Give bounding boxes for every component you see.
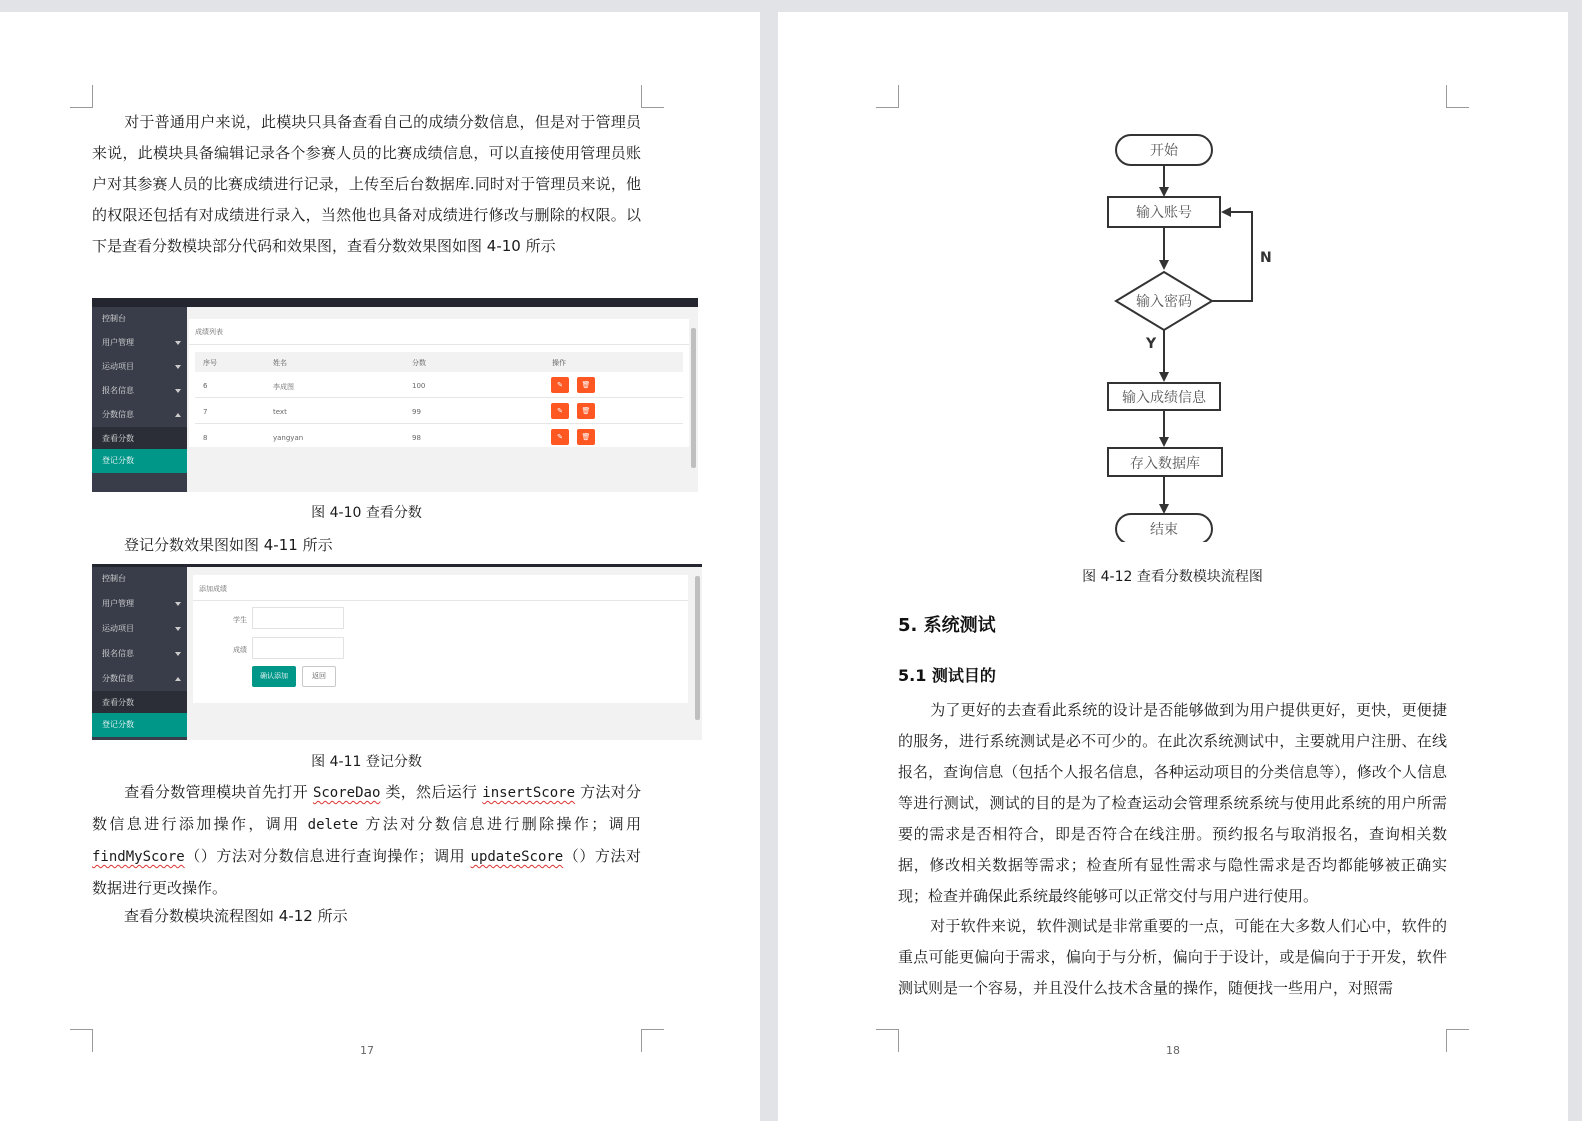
chevron-down-icon [175, 602, 181, 606]
paragraph-software-test: 对于软件来说，软件测试是非常重要的一点，可能在大多数人们心中，软件的重点可能更偏向于需求，偏向于与分析，偏向于于设计，或是偏向于于开发，软件测试则是一个容易，并且没什么技术含量的操作，随便找一些用户，对照需 [898, 917, 1447, 997]
cell-id: 7 [203, 408, 208, 416]
sidebar-item-label: 运动项目 [102, 362, 134, 371]
sidebar-item-record-scores[interactable]: 登记分数 [92, 449, 187, 473]
divider [195, 423, 683, 424]
page-17 [0, 12, 760, 1121]
no-label: N [1260, 250, 1272, 266]
app-sidebar [92, 567, 187, 740]
paragraph-score-dao: 查看分数管理模块首先打开 ScoreDao 类，然后运行 insertScore 方法对分数信息进行添加操作，调用 delete 方法对分数信息进行删除操作；调用 findMyScore（）方法对分数信息进行查询操作；调用 updateScore（）方法对数据进行更改操作。 [92, 783, 641, 897]
add-score-panel [193, 575, 688, 703]
sidebar-item-label: 运动项目 [102, 624, 134, 633]
corner-mark [641, 85, 664, 108]
sidebar-item-view-scores[interactable]: 查看分数 [92, 691, 187, 715]
cell-score: 98 [412, 434, 421, 442]
figure-caption-4-11: 图 4-11 登记分数 [311, 754, 422, 770]
cell-id: 8 [203, 434, 208, 442]
section-heading-system-test: 5. 系统测试 [898, 615, 996, 636]
chevron-down-icon [175, 627, 181, 631]
page-number: 18 [1166, 1044, 1180, 1057]
sidebar-item-events[interactable] [92, 355, 187, 379]
corner-mark [70, 1029, 93, 1052]
yes-label: Y [1146, 336, 1157, 352]
edit-button[interactable] [551, 403, 569, 419]
sidebar-item-registrations[interactable] [92, 642, 187, 666]
figure-caption-4-12: 图 4-12 查看分数模块流程图 [1082, 569, 1263, 585]
corner-mark [1446, 85, 1469, 108]
table-header [195, 352, 683, 372]
pencil-icon: ✎ [557, 407, 563, 415]
figure-caption-4-10: 图 4-10 查看分数 [311, 505, 422, 521]
register-score-screenshot [92, 564, 702, 740]
save-db-label: 存入数据库 [1130, 456, 1200, 472]
cell-score: 100 [412, 382, 426, 390]
student-input[interactable] [252, 607, 344, 629]
panel-title: 成绩列表 [195, 328, 223, 336]
pencil-icon: ✎ [557, 433, 563, 441]
sidebar-item-label: 用户管理 [102, 338, 134, 347]
divider [195, 397, 683, 398]
corner-mark [641, 1029, 664, 1052]
paragraph-register-intro: 登记分数效果图如图 4-11 所示 [124, 536, 333, 554]
cell-id: 6 [203, 382, 208, 390]
corner-mark [876, 1029, 899, 1052]
delete-button[interactable] [577, 377, 595, 393]
paragraph-module-intro: 对于普通用户来说，此模块只具备查看自己的成绩分数信息，但是对于管理员来说，此模块具备编辑记录各个参赛人员的比赛成绩信息，可以直接使用管理员账户对其参赛人员的比赛成绩进行记录，上传至后台数据库.同时对于管理员来说，他的权限还包括有对成绩进行录入，当然他也具备对成绩进行修改与删除的权限。以下是查看分数模块部分代码和效果图，查看分数效果图如图 4-10 所示 [92, 113, 641, 255]
trash-icon: 🗑 [581, 407, 591, 415]
panel-title: 添加成绩 [199, 585, 227, 593]
subsection-heading-test-purpose: 5.1 测试目的 [898, 666, 996, 685]
trash-icon: 🗑 [581, 381, 591, 389]
paragraph-flowchart-ref: 查看分数模块流程图如 4-12 所示 [124, 907, 348, 925]
sidebar-item-users[interactable] [92, 592, 187, 616]
column-header-name: 姓名 [273, 359, 287, 367]
scrollbar[interactable] [695, 576, 700, 720]
sidebar-item-view-scores[interactable]: 查看分数 [92, 427, 187, 451]
code-insertscore: insertScore [482, 785, 576, 801]
cell-score: 99 [412, 408, 421, 416]
divider [189, 344, 689, 345]
cell-name: 李成图 [273, 383, 294, 391]
flowchart [1088, 122, 1288, 542]
score-list-panel [189, 319, 689, 447]
student-label: 学生 [233, 616, 247, 624]
trash-icon: 🗑 [581, 433, 591, 441]
page-number: 17 [360, 1044, 374, 1057]
sidebar-item-label: 分数信息 [102, 410, 134, 419]
code-scoredao: ScoreDao [312, 785, 381, 801]
corner-mark [70, 85, 93, 108]
code-updatescore: updateScore [470, 849, 564, 865]
page-18 [778, 12, 1568, 1121]
code-delete: delete [307, 817, 359, 833]
edit-button[interactable] [551, 377, 569, 393]
sidebar-item-events[interactable] [92, 617, 187, 641]
column-header-action: 操作 [552, 359, 566, 367]
delete-button[interactable] [577, 403, 595, 419]
edit-button[interactable] [551, 429, 569, 445]
input-score-label: 输入成绩信息 [1122, 390, 1206, 406]
sidebar-item-users[interactable] [92, 331, 187, 355]
chevron-down-icon [175, 341, 181, 345]
app-sidebar [92, 307, 187, 492]
sidebar-item-scores[interactable] [92, 667, 187, 691]
sidebar-item-label: 报名信息 [102, 386, 134, 395]
sidebar-item-scores[interactable] [92, 403, 187, 427]
sidebar-item-record-scores[interactable]: 登记分数 [92, 713, 187, 737]
cell-name: text [273, 408, 287, 416]
paragraph-test-purpose: 为了更好的去查看此系统的设计是否能够做到为用户提供更好，更快，更便捷的服务，进行系统测试是必不可少的。在此次系统测试中，主要就用户注册、在线报名，查询信息（包括个人报名信息，各种运动项目的分类信息等），修改个人信息等进行测试，测试的目的是为了检查运动会管理系统系统与使用此系统的用户所需要的需求是否相符合，即是否符合在线注册。预约报名与取消报名，查询相关数据，修改相关数据等需求；检查所有显性需求与隐性需求是否均都能够被正确实现；检查并确保此系统最终能够可以正常交付与用户进行使用。 [898, 701, 1447, 905]
input-password-label: 输入密码 [1136, 294, 1192, 310]
column-header-score: 分数 [412, 359, 426, 367]
sidebar-item-label: 用户管理 [102, 599, 134, 608]
sidebar-item-label: 分数信息 [102, 674, 134, 683]
chevron-down-icon [175, 389, 181, 393]
back-button[interactable]: 返回 [302, 666, 336, 687]
input-account-label: 输入账号 [1136, 205, 1192, 221]
chevron-up-icon [175, 677, 181, 681]
sidebar-item-dashboard[interactable]: 控制台 [102, 574, 126, 583]
divider [193, 600, 688, 601]
corner-mark [1446, 1029, 1469, 1052]
end-label: 结束 [1150, 522, 1178, 538]
sidebar-item-dashboard[interactable]: 控制台 [102, 314, 126, 323]
sidebar-item-registrations[interactable] [92, 379, 187, 403]
delete-button[interactable] [577, 429, 595, 445]
score-input[interactable] [252, 637, 344, 659]
corner-mark [876, 85, 899, 108]
chevron-down-icon [175, 365, 181, 369]
confirm-add-button[interactable]: 确认添加 [252, 666, 296, 687]
column-header-id: 序号 [203, 359, 217, 367]
sidebar-item-label: 报名信息 [102, 649, 134, 658]
cell-name: yangyan [273, 434, 304, 442]
chevron-up-icon [175, 413, 181, 417]
scrollbar[interactable] [691, 328, 696, 468]
chevron-down-icon [175, 652, 181, 656]
pencil-icon: ✎ [557, 381, 563, 389]
start-label: 开始 [1150, 143, 1178, 159]
view-score-screenshot [92, 298, 698, 492]
score-label: 成绩 [233, 646, 247, 654]
code-findmyscore: findMyScore [92, 849, 185, 865]
app-topbar [92, 298, 698, 307]
